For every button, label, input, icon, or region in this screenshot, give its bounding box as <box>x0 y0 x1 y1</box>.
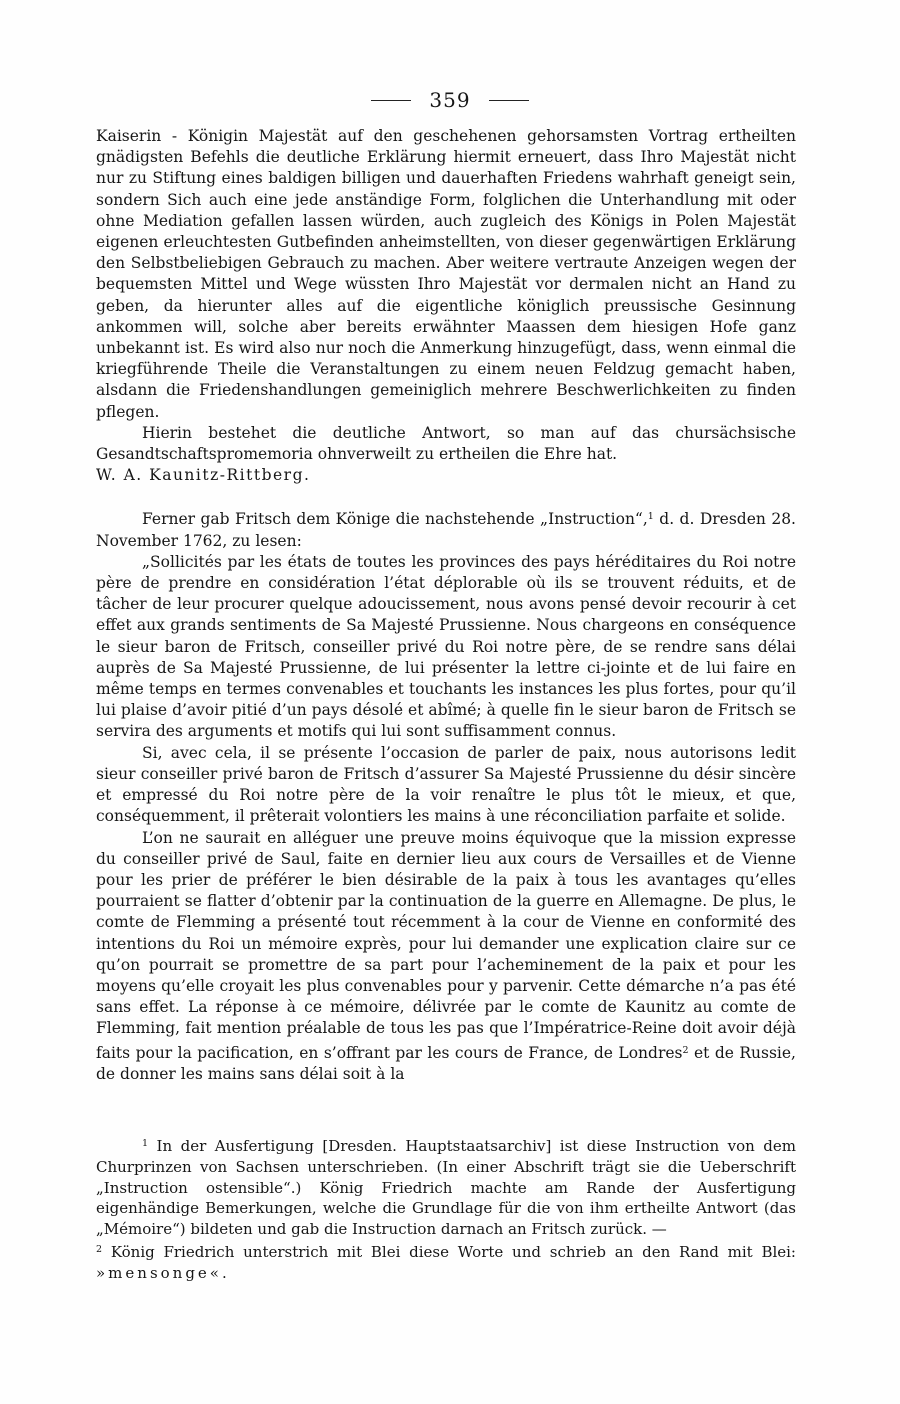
footnote-1-text: In der Ausfertigung [Dresden. Hauptstaatsarchiv] ist diese Instruction von dem Churprinzen von Sachsen unterschrieben. (In einer Abschrift trägt sie die Ueberschrift „Instruction ostensible“.) König Friedrich machte am Rande der Ausfertigung eigenhändige Bemerkungen, welche die Grundlage für die von ihm ertheilte Antwort (das „Mémoire“) bildeten und gab die Instruction darnach an Fritsch zurück. — <box>96 1137 796 1239</box>
instruction-paragraph-2: Si, avec cela, il se présente l’occasion de parler de paix, nous autorisons ledit sieur conseiller privé baron de Fritsch d’assurer Sa Majesté Prussienne du désir sincère et empressé du Roi notre père de la voir renaître le plus tôt le mieux, et que, conséquemment, il prêterait volontiers les mains à une réconciliation parfaite et solide. <box>96 743 796 826</box>
footnotes <box>96 1134 796 1284</box>
ferner-paragraph <box>96 506 796 551</box>
ferner-text: Ferner gab Fritsch dem Könige die nachstehende „Instruction“, <box>142 510 648 529</box>
ferner-text-cont: d. d. Dresden 28. November 1762, zu lesen: <box>96 510 796 550</box>
instruction-p3-text: L’on ne saurait en alléguer une preuve moins équivoque que la mission expresse du conseiller privé de Saul, faite en dernier lieu aux cours de Versailles et de Vienne pour les prier de préférer le bien désirable de la paix à tous les avantages qu’elles pourraient se flatter d’obtenir par la continuation de la guerre en Allemagne. De plus, le comte de Flemming a présenté tout récemment à la cour de Vienne en conformité des intentions du Roi un mémoire exprès, pour lui demander une explication claire sur ce qu’on pourrait se promettre de sa part pour l’acheminement de la paix et pour les moyens qu’elle croyait les plus convenables pour y parvenir. Cette démarche n’a pas été sans effet. La réponse à ce mémoire, délivrée par le comte de Kaunitz au comte de Flemming, fait mention préalable de tous les pas que l’Impératrice-Reine doit avoir déjà faits pour la pacification, en s’offrant par les cours de France, de Londres <box>96 828 796 1062</box>
hierin-paragraph: Hierin bestehet die deutliche Antwort, so man auf das chursächsische Gesandtschaftspromemoria ohnverweilt zu ertheilen die Ehre hat. <box>96 423 796 464</box>
kaunitz-paragraph: Kaiserin - Königin Majestät auf den geschehenen gehorsamsten Vortrag ertheilten gnädigsten Befehls die deutliche Erklärung hiermit erneuert, dass Ihro Majestät nicht nur zu Stiftung eines baldigen billigen und dauerhaften Friedens wahrhaft geneigt sein, sondern Sich auch eine jede anständige Form, folglichen die Unterhandlung mit oder ohne Mediation gefallen lassen würden, auch zugleich des Königs in Polen Majestät eigenen erleuchtesten Gutbefinden anheimstellten, von dieser gegenwärtigen Erklärung den Selbstbeliebigen Gebrauch zu machen. Aber weitere vertraute Anzeigen wegen der bequemsten Mittel und Wege wüssten Ihro Majestät vor dermalen nicht an Hand zu geben, da hierunter alles auf die eigentliche königlich preussische Gesinnung ankommen will, solche aber bereits erwähnter Maassen dem hiesigen Hofe ganz unbekannt ist. Es wird also nur noch die Anmerkung hinzugefügt, dass, wenn einmal die kriegführende Theile die Veranstaltungen zu einem neuen Feldzug gemacht haben, alsdann die Friedenshandlungen gemeiniglich mehrere Beschwerlichkeiten zu finden pflegen. <box>96 127 796 421</box>
footnote-2-quote: »mensonge«. <box>96 1263 230 1282</box>
footnotes-block <box>96 1134 796 1284</box>
instruction-p3-text-cont: et de Russie, de donner les mains sans délai soit à la <box>96 1043 796 1083</box>
footnote-1-marker: 1 <box>142 1138 149 1149</box>
page-number: 359 <box>429 88 471 112</box>
footnote-ref-2: 2 <box>682 1044 689 1056</box>
footnote-ref-1: 1 <box>647 511 654 523</box>
header-rule-left <box>371 100 411 101</box>
instruction-paragraph-3 <box>96 828 796 1085</box>
footnote-2-marker: 2 <box>96 1243 103 1255</box>
header-rule-right <box>489 100 529 101</box>
instruction-paragraph-1: „Sollicités par les états de toutes les provinces des pays héréditaires du Roi notre père de prendre en considération l’état déplorable où ils se trouvent réduits, et de tâcher de leur procurer quelque adoucissement, nous avons pensé devoir recourir à cet effet aux grands sentiments de Sa Majesté Prussienne. Nous chargeons en conséquence le sieur baron de Fritsch, conseiller privé du Roi notre père, de se rendre sans délai auprès de Sa Majesté Prussienne, de lui présenter la lettre ci-jointe et de lui faire en même temps en termes convenables et touchants les instances les plus fortes, pour qu’il lui plaise d’avoir pitié d’un pays désolé et abîmé; à quelle fin le sieur baron de Fritsch se servira des arguments et motifs qui lui sont suffisamment connus. <box>96 552 796 741</box>
footnote-2-text: König Friedrich unterstrich mit Blei diese Worte und schrieb an den Rand mit Blei: <box>102 1242 796 1261</box>
page-header <box>0 88 900 112</box>
section-gap <box>96 486 796 506</box>
main-text <box>96 126 796 1085</box>
signature: W. A. Kaunitz-Rittberg. <box>96 466 311 485</box>
